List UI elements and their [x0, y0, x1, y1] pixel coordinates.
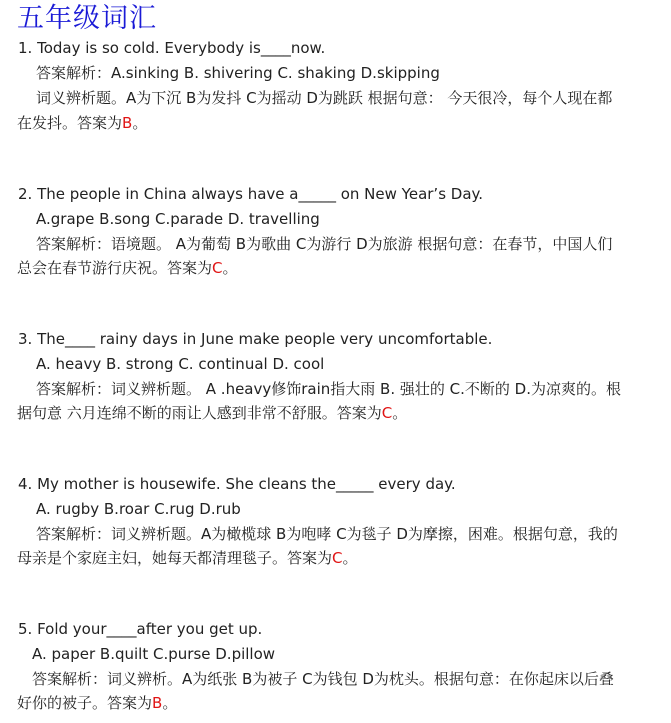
question-options: A. paper B.quilt C.purse D.pillow [32, 645, 276, 663]
explanation-text: 据句意 六月连绵不断的雨让人感到非常不舒服。答案为 [17, 404, 382, 422]
question-options: 答案解析：A.sinking B. shivering C. shaking D.skipping [36, 64, 440, 82]
explanation-line-2 [17, 693, 177, 713]
question-text: 1. Today is so cold. Everybody is____now. [18, 39, 326, 57]
explanation-line-1: 答案解析：语境题。 A为葡萄 B为歌曲 C为游行 D为旅游 根据句意：在春节，中国人们 [36, 235, 613, 253]
explanation-line-2 [17, 113, 147, 133]
explanation-line-1: 词义辨析题。A为下沉 B为发抖 C为摇动 D为跳跃 根据句意： 今天很冷，每个人现在都 [36, 89, 613, 107]
explanation-line-2 [17, 258, 238, 278]
question-text: 5. Fold your____after you get up. [18, 620, 263, 638]
explanation-line-1: 答案解析：词义辨析。A为纸张 B为被子 C为钱包 D为枕头。根据句意：在你起床以后叠 [32, 670, 614, 688]
explanation-end: 。 [132, 114, 148, 132]
answer-letter: C [381, 404, 393, 422]
page-title: 五年级词汇 [17, 3, 157, 34]
question-text: 2. The people in China always have a_____ on New Year’s Day. [18, 185, 484, 203]
question-text: 3. The____ rainy days in June make people very uncomfortable. [18, 330, 493, 348]
explanation-end: 。 [162, 694, 178, 712]
explanation-line-2 [17, 403, 407, 423]
question-text: 4. My mother is housewife. She cleans the_____ every day. [18, 475, 456, 493]
explanation-text: 在发抖。答案为 [17, 114, 123, 132]
explanation-text: 母亲是个家庭主妇，她每天都清理毯子。答案为 [17, 549, 333, 567]
question-options: A. heavy B. strong C. continual D. cool [36, 355, 325, 373]
question-options: A.grape B.song C.parade D. travelling [36, 210, 320, 228]
explanation-end: 。 [392, 404, 408, 422]
answer-letter: C [212, 259, 223, 277]
explanation-line-1: 答案解析：词义辨析题。A为橄榄球 B为咆哮 C为毯子 D为摩擦，困难。根据句意，我的 [36, 525, 618, 543]
answer-letter: B [152, 694, 163, 712]
explanation-text: 总会在春节游行庆祝。答案为 [17, 259, 213, 277]
question-options: A. rugby B.roar C.rug D.rub [36, 500, 241, 518]
explanation-end: 。 [222, 259, 238, 277]
explanation-line-1: 答案解析：词义辨析题。 A .heavy修饰rain指大雨 B. 强壮的 C.不断的 D.为凉爽的。根 [36, 380, 621, 398]
answer-letter: B [122, 114, 133, 132]
explanation-text: 好你的被子。答案为 [17, 694, 153, 712]
explanation-line-2 [17, 548, 358, 568]
explanation-end: 。 [342, 549, 358, 567]
answer-letter: C [332, 549, 343, 567]
